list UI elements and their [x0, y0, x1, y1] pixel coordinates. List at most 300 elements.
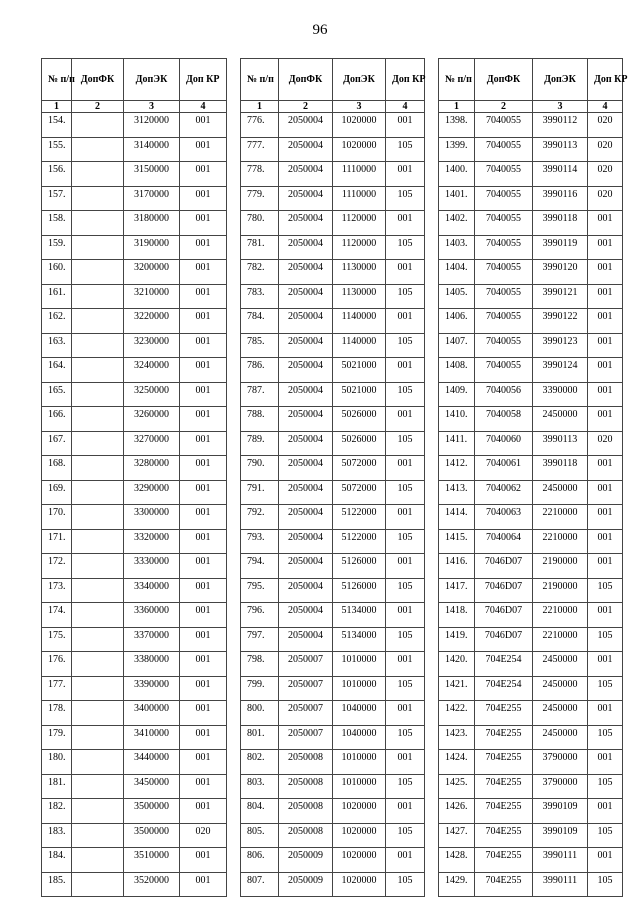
row-number-cell: 807.: [241, 872, 279, 897]
table-row: [42, 823, 227, 848]
dop-ek-cell: 1040000: [333, 725, 386, 750]
table-row: [439, 872, 623, 897]
row-number-cell: 1426.: [439, 799, 475, 824]
dop-fk-cell: 2050004: [279, 603, 333, 628]
dop-ek-cell: 5134000: [333, 603, 386, 628]
row-number-cell: 175.: [42, 627, 72, 652]
table-row: [42, 529, 227, 554]
table-row: [439, 382, 623, 407]
row-number-cell: 790.: [241, 456, 279, 481]
dop-kr-cell: 001: [588, 456, 623, 481]
dop-ek-cell: 3990111: [533, 872, 588, 897]
dop-kr-cell: 001: [180, 505, 227, 530]
header-dop-kr: Доп КР: [588, 59, 623, 101]
table-row: [42, 652, 227, 677]
dop-kr-cell: 001: [386, 358, 425, 383]
row-number-cell: 1406.: [439, 309, 475, 334]
dop-kr-cell: 001: [180, 162, 227, 187]
dop-kr-cell: 001: [386, 407, 425, 432]
dop-ek-cell: 3300000: [124, 505, 180, 530]
dop-kr-cell: 001: [180, 456, 227, 481]
row-number-cell: 804.: [241, 799, 279, 824]
dop-kr-cell: 001: [588, 309, 623, 334]
dop-kr-cell: 001: [180, 578, 227, 603]
dop-fk-cell: 7040055: [475, 309, 533, 334]
dop-ek-cell: 3330000: [124, 554, 180, 579]
dop-ek-cell: 3410000: [124, 725, 180, 750]
dop-kr-cell: 105: [588, 872, 623, 897]
dop-fk-cell: [72, 799, 124, 824]
dop-fk-cell: 2050004: [279, 235, 333, 260]
table-row: [439, 431, 623, 456]
dop-kr-cell: 105: [386, 725, 425, 750]
dop-fk-cell: 7040058: [475, 407, 533, 432]
dop-ek-cell: 2450000: [533, 480, 588, 505]
dop-ek-cell: 3360000: [124, 603, 180, 628]
row-number-cell: 157.: [42, 186, 72, 211]
dop-fk-cell: 7040063: [475, 505, 533, 530]
table-row: [42, 603, 227, 628]
row-number-cell: 784.: [241, 309, 279, 334]
column-number: 1: [439, 101, 475, 113]
table-row: [439, 211, 623, 236]
dop-kr-cell: 001: [386, 701, 425, 726]
dop-ek-cell: 2450000: [533, 676, 588, 701]
table-row: [241, 578, 425, 603]
dop-ek-cell: 3990120: [533, 260, 588, 285]
table-row: [42, 505, 227, 530]
dop-fk-cell: [72, 260, 124, 285]
table-row: [42, 358, 227, 383]
dop-ek-cell: 3990124: [533, 358, 588, 383]
header-dop-fk: ДопФК: [72, 59, 124, 101]
dop-fk-cell: 7040055: [475, 113, 533, 138]
dop-kr-cell: 001: [180, 725, 227, 750]
dop-fk-cell: [72, 848, 124, 873]
table-row: [241, 260, 425, 285]
table-row: [42, 211, 227, 236]
row-number-cell: 779.: [241, 186, 279, 211]
dop-kr-cell: 001: [180, 774, 227, 799]
row-number-cell: 166.: [42, 407, 72, 432]
row-number-cell: 1427.: [439, 823, 475, 848]
row-number-cell: 181.: [42, 774, 72, 799]
dop-fk-cell: 2050008: [279, 823, 333, 848]
dop-kr-cell: 001: [588, 848, 623, 873]
table-row: [439, 676, 623, 701]
row-number-cell: 183.: [42, 823, 72, 848]
table-row: [439, 799, 623, 824]
row-number-cell: 1400.: [439, 162, 475, 187]
row-number-cell: 803.: [241, 774, 279, 799]
dop-fk-cell: 704E255: [475, 701, 533, 726]
dop-fk-cell: 7040055: [475, 186, 533, 211]
dop-kr-cell: 105: [386, 186, 425, 211]
dop-kr-cell: 001: [386, 113, 425, 138]
table-row: [42, 554, 227, 579]
dop-ek-cell: 3140000: [124, 137, 180, 162]
dop-kr-cell: 001: [386, 162, 425, 187]
dop-kr-cell: 001: [180, 750, 227, 775]
header-dop-ek: ДопЭК: [333, 59, 386, 101]
table-row: [241, 456, 425, 481]
row-number-cell: 1421.: [439, 676, 475, 701]
dop-ek-cell: 1130000: [333, 260, 386, 285]
dop-ek-cell: 3390000: [533, 382, 588, 407]
row-number-cell: 778.: [241, 162, 279, 187]
dop-fk-cell: 2050007: [279, 701, 333, 726]
row-number-cell: 171.: [42, 529, 72, 554]
dop-fk-cell: [72, 774, 124, 799]
dop-kr-cell: 105: [386, 823, 425, 848]
dop-kr-cell: 001: [180, 260, 227, 285]
table-row: [241, 431, 425, 456]
dop-kr-cell: 001: [588, 603, 623, 628]
dop-fk-cell: 704E255: [475, 872, 533, 897]
dop-fk-cell: [72, 652, 124, 677]
dop-fk-cell: 2050009: [279, 848, 333, 873]
dop-ek-cell: 3200000: [124, 260, 180, 285]
dop-fk-cell: [72, 701, 124, 726]
dop-ek-cell: 3990113: [533, 137, 588, 162]
row-number-cell: 1417.: [439, 578, 475, 603]
dop-kr-cell: 001: [180, 529, 227, 554]
row-number-cell: 789.: [241, 431, 279, 456]
dop-ek-cell: 5126000: [333, 554, 386, 579]
dop-ek-cell: 3320000: [124, 529, 180, 554]
table-row: [241, 848, 425, 873]
dop-kr-cell: 001: [180, 652, 227, 677]
row-number-cell: 798.: [241, 652, 279, 677]
table-row: [241, 186, 425, 211]
dop-ek-cell: 3290000: [124, 480, 180, 505]
dop-ek-cell: 1140000: [333, 333, 386, 358]
row-number-cell: 794.: [241, 554, 279, 579]
dop-ek-cell: 1130000: [333, 284, 386, 309]
dop-ek-cell: 3220000: [124, 309, 180, 334]
row-number-cell: 780.: [241, 211, 279, 236]
row-number-cell: 787.: [241, 382, 279, 407]
dop-ek-cell: 3120000: [124, 113, 180, 138]
header-dop-ek: ДопЭК: [124, 59, 180, 101]
row-number-cell: 155.: [42, 137, 72, 162]
row-number-cell: 783.: [241, 284, 279, 309]
dop-fk-cell: 2050007: [279, 676, 333, 701]
dop-kr-cell: 001: [386, 750, 425, 775]
dop-ek-cell: 5072000: [333, 480, 386, 505]
table-row: [241, 113, 425, 138]
dop-kr-cell: 105: [588, 774, 623, 799]
table-row: [42, 137, 227, 162]
table-row: [241, 676, 425, 701]
dop-kr-cell: 001: [386, 652, 425, 677]
dop-kr-cell: 001: [386, 211, 425, 236]
table-row: [42, 676, 227, 701]
row-number-cell: 796.: [241, 603, 279, 628]
dop-kr-cell: 020: [180, 823, 227, 848]
dop-ek-cell: 1110000: [333, 186, 386, 211]
dop-fk-cell: 2050008: [279, 799, 333, 824]
dop-kr-cell: 001: [386, 456, 425, 481]
table-row: [439, 725, 623, 750]
row-number-cell: 185.: [42, 872, 72, 897]
dop-ek-cell: 2190000: [533, 554, 588, 579]
dop-ek-cell: 3500000: [124, 823, 180, 848]
dop-fk-cell: 7040055: [475, 333, 533, 358]
table-row: [439, 529, 623, 554]
dop-ek-cell: 3990116: [533, 186, 588, 211]
dop-ek-cell: 5072000: [333, 456, 386, 481]
dop-kr-cell: 001: [588, 407, 623, 432]
row-number-cell: 785.: [241, 333, 279, 358]
column-number: 2: [72, 101, 124, 113]
dop-kr-cell: 105: [386, 382, 425, 407]
row-number-cell: 176.: [42, 652, 72, 677]
dop-fk-cell: [72, 505, 124, 530]
table-row: [439, 505, 623, 530]
table-row: [439, 162, 623, 187]
row-number-cell: 156.: [42, 162, 72, 187]
row-number-cell: 1402.: [439, 211, 475, 236]
row-number-cell: 168.: [42, 456, 72, 481]
row-number-cell: 781.: [241, 235, 279, 260]
row-number-cell: 1413.: [439, 480, 475, 505]
column-number: 1: [42, 101, 72, 113]
dop-ek-cell: 5122000: [333, 529, 386, 554]
table-row: [439, 848, 623, 873]
dop-kr-cell: 001: [588, 235, 623, 260]
table-row: [439, 480, 623, 505]
dop-fk-cell: 2050004: [279, 505, 333, 530]
row-number-cell: 160.: [42, 260, 72, 285]
row-number-cell: 161.: [42, 284, 72, 309]
dop-kr-cell: 001: [180, 799, 227, 824]
row-number-cell: 1423.: [439, 725, 475, 750]
column-number: 3: [124, 101, 180, 113]
dop-fk-cell: 2050004: [279, 407, 333, 432]
dop-kr-cell: 001: [180, 358, 227, 383]
dop-ek-cell: 1020000: [333, 137, 386, 162]
dop-kr-cell: 020: [588, 186, 623, 211]
table-row: [241, 309, 425, 334]
dop-kr-cell: 001: [180, 701, 227, 726]
table-row: [439, 137, 623, 162]
table-row: [241, 627, 425, 652]
column-number: 2: [475, 101, 533, 113]
row-number-cell: 799.: [241, 676, 279, 701]
dop-fk-cell: 2050004: [279, 456, 333, 481]
table-row: [42, 456, 227, 481]
dop-ek-cell: 5021000: [333, 382, 386, 407]
dop-kr-cell: 001: [588, 480, 623, 505]
table-row: [241, 235, 425, 260]
dop-fk-cell: [72, 872, 124, 897]
dop-ek-cell: 3230000: [124, 333, 180, 358]
table-row: [42, 382, 227, 407]
dop-ek-cell: 3500000: [124, 799, 180, 824]
dop-ek-cell: 2210000: [533, 529, 588, 554]
dop-ek-cell: 3150000: [124, 162, 180, 187]
row-number-cell: 179.: [42, 725, 72, 750]
dop-kr-cell: 001: [180, 382, 227, 407]
column-number: 2: [279, 101, 333, 113]
row-number-cell: 1408.: [439, 358, 475, 383]
row-number-cell: 1429.: [439, 872, 475, 897]
dop-ek-cell: 2210000: [533, 505, 588, 530]
dop-kr-cell: 001: [588, 211, 623, 236]
dop-fk-cell: [72, 603, 124, 628]
row-number-cell: 1425.: [439, 774, 475, 799]
dop-ek-cell: 3380000: [124, 652, 180, 677]
dop-ek-cell: 3990114: [533, 162, 588, 187]
table-row: [241, 162, 425, 187]
dop-kr-cell: 105: [386, 480, 425, 505]
dop-kr-cell: 001: [180, 284, 227, 309]
table-row: [439, 652, 623, 677]
table-row: [241, 872, 425, 897]
dop-fk-cell: 7040060: [475, 431, 533, 456]
dop-fk-cell: 7040061: [475, 456, 533, 481]
dop-kr-cell: 001: [180, 848, 227, 873]
dop-kr-cell: 001: [180, 113, 227, 138]
row-number-cell: 1401.: [439, 186, 475, 211]
dop-fk-cell: [72, 676, 124, 701]
header-dop-fk: ДопФК: [279, 59, 333, 101]
header-row-number: № п/п: [439, 59, 475, 101]
row-number-cell: 164.: [42, 358, 72, 383]
table-row: [42, 309, 227, 334]
table-row: [241, 799, 425, 824]
dop-kr-cell: 001: [588, 554, 623, 579]
dop-fk-cell: 2050009: [279, 872, 333, 897]
dop-ek-cell: 5026000: [333, 407, 386, 432]
row-number-cell: 154.: [42, 113, 72, 138]
dop-fk-cell: [72, 725, 124, 750]
dop-ek-cell: 3990118: [533, 456, 588, 481]
row-number-cell: 1415.: [439, 529, 475, 554]
dop-ek-cell: 1020000: [333, 113, 386, 138]
row-number-cell: 1416.: [439, 554, 475, 579]
table-right: [438, 58, 628, 897]
dop-kr-cell: 001: [588, 701, 623, 726]
dop-fk-cell: 7040056: [475, 382, 533, 407]
dop-ek-cell: 3180000: [124, 211, 180, 236]
dop-ek-cell: 3400000: [124, 701, 180, 726]
dop-ek-cell: 5126000: [333, 578, 386, 603]
table-row: [241, 284, 425, 309]
row-number-cell: 791.: [241, 480, 279, 505]
table-row: [241, 823, 425, 848]
row-number-cell: 805.: [241, 823, 279, 848]
dop-ek-cell: 1010000: [333, 676, 386, 701]
row-number-cell: 158.: [42, 211, 72, 236]
row-number-cell: 1412.: [439, 456, 475, 481]
dop-fk-cell: 2050004: [279, 309, 333, 334]
table-row: [439, 235, 623, 260]
dop-fk-cell: 7040055: [475, 137, 533, 162]
dop-ek-cell: 3240000: [124, 358, 180, 383]
dop-kr-cell: 105: [386, 235, 425, 260]
row-number-cell: 777.: [241, 137, 279, 162]
table-row: [42, 162, 227, 187]
dop-kr-cell: 001: [180, 627, 227, 652]
table-row: [42, 872, 227, 897]
dop-kr-cell: 105: [386, 872, 425, 897]
row-number-cell: 788.: [241, 407, 279, 432]
dop-fk-cell: 2050004: [279, 382, 333, 407]
row-number-cell: 177.: [42, 676, 72, 701]
dop-fk-cell: 7046D07: [475, 627, 533, 652]
dop-kr-cell: 001: [180, 676, 227, 701]
dop-ek-cell: 3990109: [533, 799, 588, 824]
dop-fk-cell: 2050004: [279, 480, 333, 505]
dop-ek-cell: 5026000: [333, 431, 386, 456]
row-number-cell: 169.: [42, 480, 72, 505]
row-number-cell: 782.: [241, 260, 279, 285]
dop-fk-cell: [72, 358, 124, 383]
dop-kr-cell: 001: [180, 431, 227, 456]
row-number-cell: 1424.: [439, 750, 475, 775]
table-row: [439, 113, 623, 138]
dop-ek-cell: 3210000: [124, 284, 180, 309]
dop-kr-cell: 105: [588, 676, 623, 701]
table-row: [241, 382, 425, 407]
dop-ek-cell: 3440000: [124, 750, 180, 775]
row-number-cell: 163.: [42, 333, 72, 358]
dop-fk-cell: 704E255: [475, 823, 533, 848]
dop-kr-cell: 105: [386, 137, 425, 162]
table-row: [439, 774, 623, 799]
dop-ek-cell: 1110000: [333, 162, 386, 187]
dop-fk-cell: [72, 186, 124, 211]
dop-fk-cell: [72, 333, 124, 358]
dop-kr-cell: 105: [588, 578, 623, 603]
dop-kr-cell: 001: [386, 603, 425, 628]
dop-fk-cell: 2050007: [279, 725, 333, 750]
row-number-cell: 162.: [42, 309, 72, 334]
dop-fk-cell: [72, 235, 124, 260]
dop-fk-cell: 2050004: [279, 260, 333, 285]
dop-ek-cell: 3990121: [533, 284, 588, 309]
row-number-cell: 1420.: [439, 652, 475, 677]
column-number: 4: [386, 101, 425, 113]
dop-kr-cell: 001: [180, 137, 227, 162]
dop-fk-cell: [72, 113, 124, 138]
table-row: [439, 260, 623, 285]
row-number-cell: 1404.: [439, 260, 475, 285]
table-row: [42, 774, 227, 799]
dop-kr-cell: 001: [180, 872, 227, 897]
dop-ek-cell: 1140000: [333, 309, 386, 334]
dop-ek-cell: 1010000: [333, 652, 386, 677]
dop-fk-cell: 2050008: [279, 774, 333, 799]
row-number-cell: 173.: [42, 578, 72, 603]
row-number-cell: 786.: [241, 358, 279, 383]
dop-kr-cell: 020: [588, 137, 623, 162]
dop-ek-cell: 3990112: [533, 113, 588, 138]
dop-fk-cell: 7040055: [475, 284, 533, 309]
table-row: [42, 578, 227, 603]
dop-ek-cell: 3340000: [124, 578, 180, 603]
header-dop-ek: ДопЭК: [533, 59, 588, 101]
row-number-cell: 1428.: [439, 848, 475, 873]
dop-kr-cell: 105: [386, 529, 425, 554]
table-row: [241, 407, 425, 432]
dop-kr-cell: 001: [180, 211, 227, 236]
dop-kr-cell: 001: [180, 480, 227, 505]
dop-fk-cell: 2050007: [279, 652, 333, 677]
dop-fk-cell: [72, 627, 124, 652]
